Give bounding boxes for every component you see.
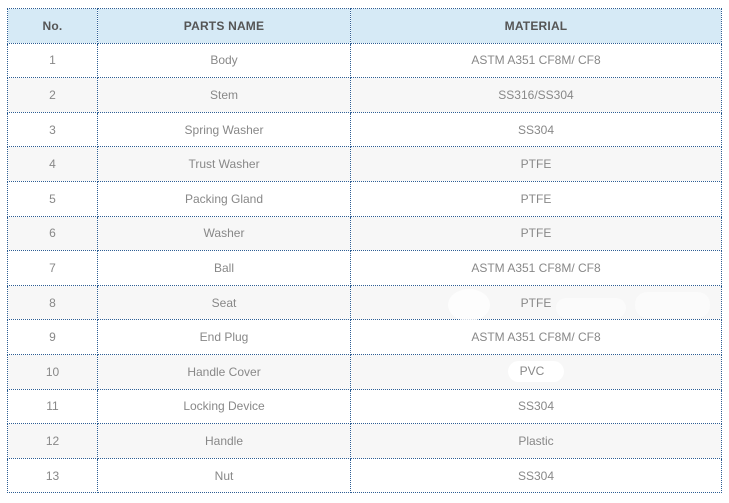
cell-parts-name: Seat	[98, 285, 351, 320]
table-header-row	[8, 9, 722, 44]
table-row	[8, 78, 722, 113]
cell-material: SS304	[351, 458, 722, 493]
pvc-value-with-artifact: PVC	[508, 361, 565, 382]
table-row	[8, 147, 722, 182]
parts-material-table	[7, 8, 722, 493]
column-header-parts-name: PARTS NAME	[98, 9, 351, 44]
cell-no: 1	[8, 43, 98, 78]
cell-parts-name: Spring Washer	[98, 112, 351, 147]
cell-no: 11	[8, 389, 98, 424]
cell-material: ASTM A351 CF8M/ CF8	[351, 320, 722, 355]
cell-material: PTFE	[351, 216, 722, 251]
table-row	[8, 285, 722, 320]
cell-material: PTFE	[351, 181, 722, 216]
table-row	[8, 112, 722, 147]
cell-no: 13	[8, 458, 98, 493]
table-row	[8, 354, 722, 389]
cell-no: 8	[8, 285, 98, 320]
cell-no: 3	[8, 112, 98, 147]
table-row	[8, 251, 722, 286]
cell-parts-name: Stem	[98, 78, 351, 113]
cell-material	[351, 354, 722, 389]
cell-material: SS316/SS304	[351, 78, 722, 113]
cell-material: PTFE	[351, 285, 722, 320]
cell-parts-name: Locking Device	[98, 389, 351, 424]
cell-material: SS304	[351, 112, 722, 147]
table-row	[8, 320, 722, 355]
cell-material: ASTM A351 CF8M/ CF8	[351, 43, 722, 78]
cell-material: PTFE	[351, 147, 722, 182]
cell-parts-name: Trust Washer	[98, 147, 351, 182]
table-row	[8, 424, 722, 459]
cell-no: 9	[8, 320, 98, 355]
cell-parts-name: Handle	[98, 424, 351, 459]
column-header-no: No.	[8, 9, 98, 44]
cell-no: 2	[8, 78, 98, 113]
cell-parts-name: Ball	[98, 251, 351, 286]
cell-parts-name: Handle Cover	[98, 354, 351, 389]
cell-no: 10	[8, 354, 98, 389]
cell-parts-name: End Plug	[98, 320, 351, 355]
cell-no: 7	[8, 251, 98, 286]
table-row	[8, 216, 722, 251]
table-row	[8, 389, 722, 424]
table-row	[8, 181, 722, 216]
table-row	[8, 458, 722, 493]
cell-no: 5	[8, 181, 98, 216]
cell-material: Plastic	[351, 424, 722, 459]
cell-material: ASTM A351 CF8M/ CF8	[351, 251, 722, 286]
cell-parts-name: Washer	[98, 216, 351, 251]
cell-no: 12	[8, 424, 98, 459]
cell-no: 6	[8, 216, 98, 251]
column-header-material: MATERIAL	[351, 9, 722, 44]
cell-parts-name: Nut	[98, 458, 351, 493]
cell-material: SS304	[351, 389, 722, 424]
cell-no: 4	[8, 147, 98, 182]
cell-parts-name: Body	[98, 43, 351, 78]
cell-parts-name: Packing Gland	[98, 181, 351, 216]
table-row	[8, 43, 722, 78]
